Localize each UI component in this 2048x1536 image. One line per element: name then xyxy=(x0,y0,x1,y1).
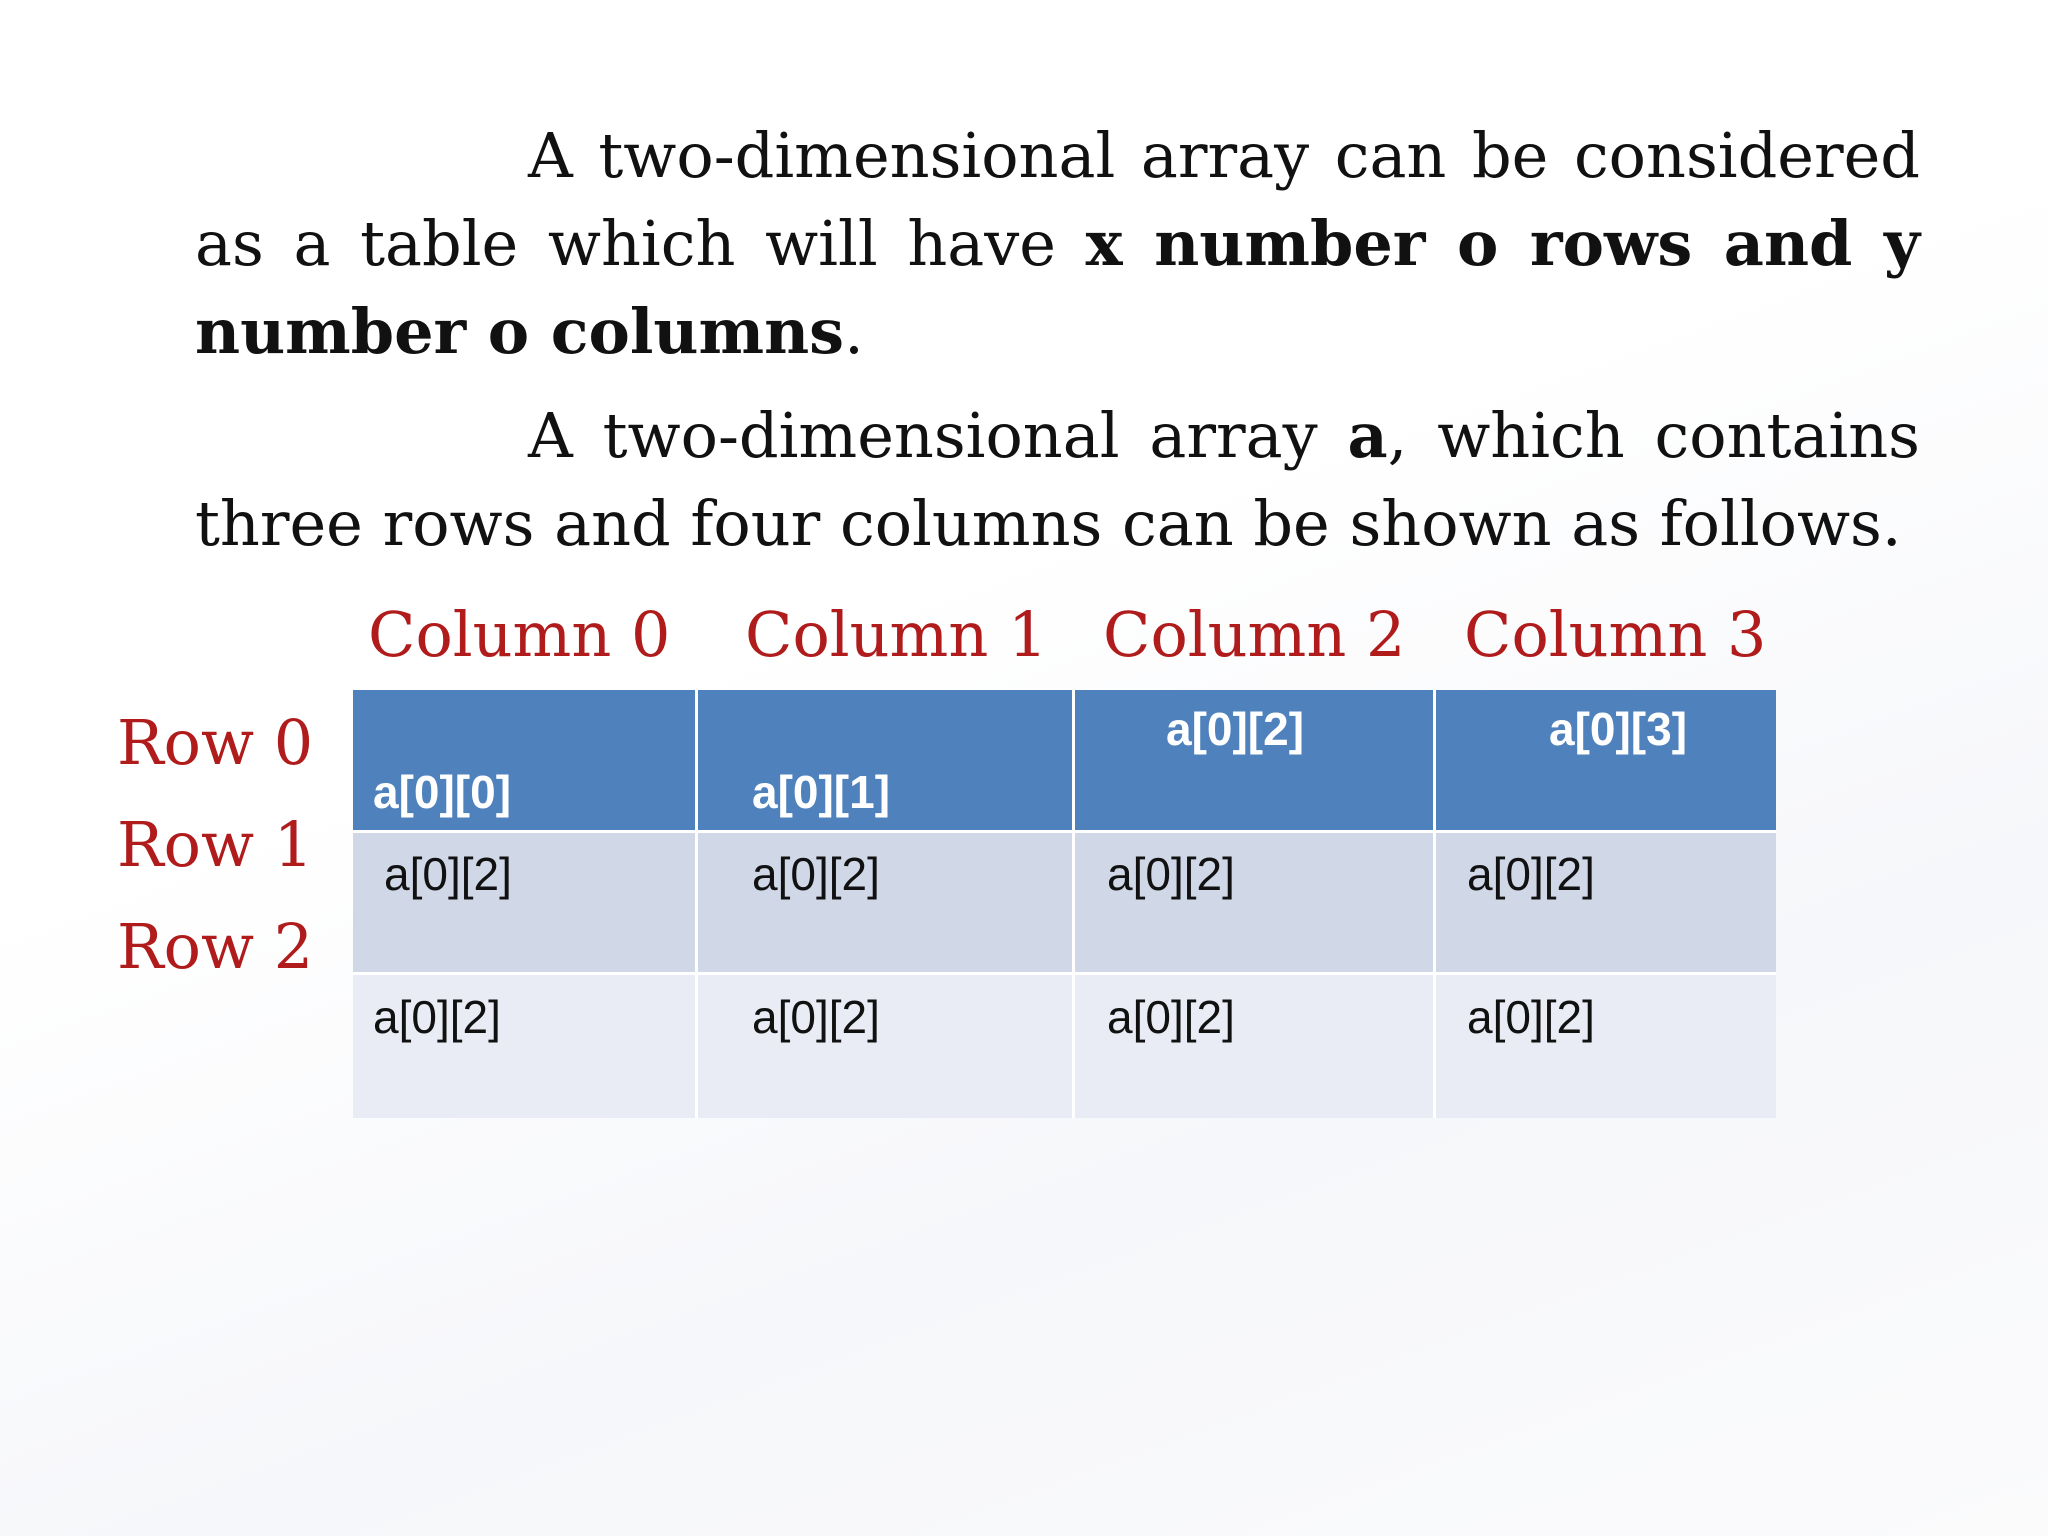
table-cell xyxy=(353,975,698,1118)
cell-label: a[0][3] xyxy=(1549,703,1688,755)
row-header-0: Row 0 xyxy=(117,706,314,779)
cell-label: a[0][2] xyxy=(384,848,512,900)
cell-label: a[0][2] xyxy=(1107,848,1235,900)
cell-label: a[0][2] xyxy=(1166,703,1305,755)
row-header-2: Row 2 xyxy=(117,910,314,983)
intro-period: . xyxy=(844,295,864,368)
cell-label: a[0][0] xyxy=(373,766,512,818)
intro-text: A two-dimensional array can be considered as a table which will have xyxy=(195,119,1920,280)
column-header-2: Column 2 xyxy=(1103,598,1406,671)
table-cell xyxy=(1075,690,1436,833)
intro-bold-text: x number o rows and y number o columns xyxy=(195,207,1920,368)
cell-label: a[0][2] xyxy=(1467,848,1595,900)
array-table xyxy=(353,690,1776,1118)
table-cell xyxy=(698,975,1075,1118)
column-header-1: Column 1 xyxy=(745,598,1048,671)
table-cell xyxy=(353,690,698,833)
column-header-0: Column 0 xyxy=(368,598,671,671)
table-cell xyxy=(1436,975,1776,1118)
row-header-1: Row 1 xyxy=(117,808,314,881)
cell-label: a[0][2] xyxy=(373,991,501,1043)
cell-label: a[0][2] xyxy=(752,848,880,900)
table-cell xyxy=(698,690,1075,833)
table-cell xyxy=(1436,833,1776,975)
cell-label: a[0][1] xyxy=(752,766,891,818)
example-text: A two-dimensional array xyxy=(528,399,1348,472)
example-text-tail: , which contains three rows and four columns can be shown as follows. xyxy=(195,399,1920,560)
cell-label: a[0][2] xyxy=(1107,991,1235,1043)
cell-label: a[0][2] xyxy=(752,991,880,1043)
cell-label: a[0][2] xyxy=(1467,991,1595,1043)
table-cell xyxy=(1436,690,1776,833)
table-cell xyxy=(1075,975,1436,1118)
intro-paragraph xyxy=(195,112,1920,376)
table-cell xyxy=(353,833,698,975)
array-name: a xyxy=(1347,399,1388,472)
example-paragraph xyxy=(195,392,1920,568)
column-header-3: Column 3 xyxy=(1464,598,1767,671)
table-cell xyxy=(1075,833,1436,975)
table-cell xyxy=(698,833,1075,975)
